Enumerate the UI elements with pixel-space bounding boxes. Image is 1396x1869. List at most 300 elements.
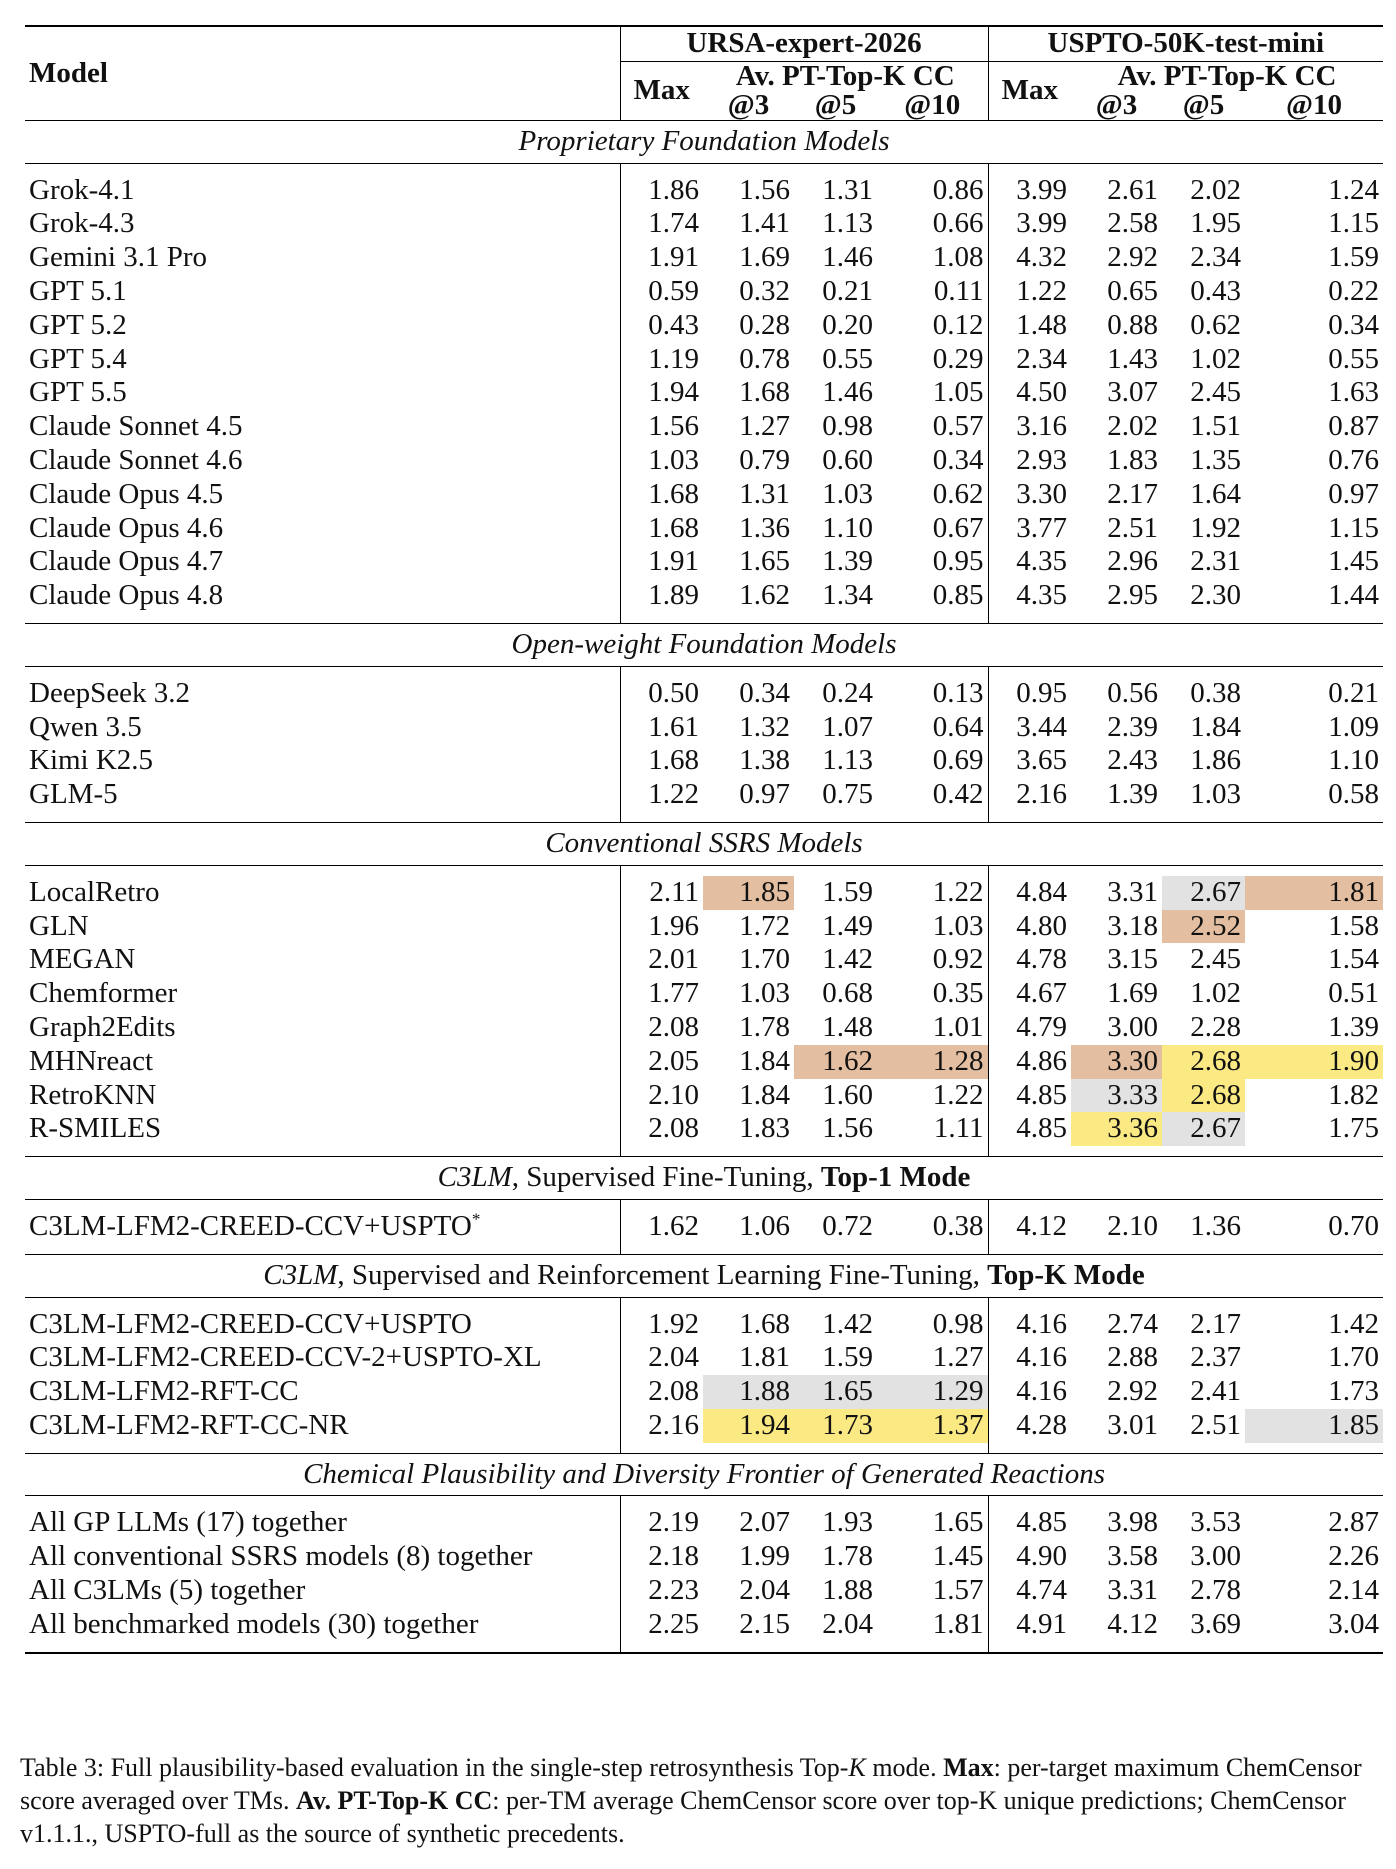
score-cell: 0.21	[822, 274, 873, 307]
score-cell: 1.70	[739, 943, 790, 976]
section-title	[25, 120, 1383, 163]
score-cell: 0.57	[932, 410, 984, 443]
spacer-row	[25, 666, 1383, 677]
model-column-header: Model	[25, 26, 620, 120]
section-header-row	[25, 822, 1383, 865]
model-name: GPT 5.5	[29, 376, 127, 409]
model-name: GPT 5.2	[29, 308, 127, 341]
score-cell: 4.84	[988, 876, 1071, 910]
model-name-cell	[25, 943, 620, 977]
model-name-cell	[25, 545, 620, 579]
score-cell: 1.43	[1107, 342, 1159, 375]
score-cell: 2.15	[739, 1607, 790, 1640]
score-cell: 2.04	[822, 1607, 873, 1640]
score-cell: 1.69	[739, 241, 790, 274]
score-cell: 0.86	[932, 173, 984, 206]
table-row	[25, 512, 1383, 546]
score-cell: 4.16	[988, 1341, 1071, 1375]
model-name: Graph2Edits	[29, 1010, 176, 1043]
score-cell: 1.35	[1190, 443, 1242, 476]
model-name: All conventional SSRS models (8) together	[29, 1540, 533, 1573]
score-cell: 0.98	[932, 1307, 984, 1340]
score-cell: 4.16	[988, 1308, 1071, 1342]
score-cell: 1.02	[1190, 342, 1242, 375]
score-cell: 1.95	[1190, 207, 1242, 240]
table-row	[25, 376, 1383, 410]
model-name-cell	[25, 744, 620, 778]
model-name-cell	[25, 478, 620, 512]
max-header-1: Max	[620, 61, 703, 120]
model-name: Claude Opus 4.8	[29, 579, 224, 612]
text-part: Open-weight Foundation Models	[511, 627, 897, 660]
footnote-marker: *	[471, 1209, 481, 1229]
model-name: Claude Opus 4.5	[29, 477, 224, 510]
score-cell: 1.03	[932, 909, 984, 942]
model-name: All C3LMs (5) together	[29, 1574, 306, 1607]
table-row	[25, 1308, 1383, 1342]
score-cell: 1.32	[739, 710, 790, 743]
score-cell: 1.02	[1190, 977, 1242, 1010]
score-cell: 1.37	[877, 1409, 988, 1443]
score-cell: 0.79	[739, 443, 790, 476]
score-cell: 2.58	[1107, 207, 1159, 240]
section-title	[25, 1254, 1383, 1297]
score-cell: 2.08	[620, 1112, 703, 1146]
model-name-cell	[25, 343, 620, 377]
spacer-row	[25, 1146, 1383, 1157]
score-cell: 1.62	[620, 1210, 703, 1244]
table-row	[25, 1540, 1383, 1574]
score-cell: 1.84	[1190, 710, 1242, 743]
score-cell: 1.70	[1328, 1341, 1380, 1374]
score-cell: 2.04	[739, 1574, 790, 1607]
score-cell: 1.73	[1328, 1375, 1380, 1408]
header-row-1	[25, 26, 1383, 61]
score-cell: 0.35	[932, 977, 984, 1010]
model-name: RetroKNN	[29, 1078, 157, 1111]
score-cell: 0.66	[932, 207, 984, 240]
score-cell: 1.57	[932, 1574, 984, 1607]
score-cell: 2.52	[1162, 910, 1245, 944]
text-part: Max	[943, 1753, 994, 1782]
model-name: Gemini 3.1 Pro	[29, 241, 208, 274]
score-cell: 4.91	[988, 1608, 1071, 1642]
score-cell: 1.68	[620, 744, 703, 778]
table-row	[25, 1506, 1383, 1540]
model-name: Qwen 3.5	[29, 710, 142, 743]
score-cell: 2.74	[1107, 1307, 1159, 1340]
score-cell: 0.97	[739, 778, 790, 811]
score-cell: 3.07	[1107, 376, 1159, 409]
score-cell: 2.92	[1107, 241, 1159, 274]
dataset2-header: USPTO-50K-test-mini	[988, 26, 1383, 61]
score-cell: 1.83	[1107, 443, 1159, 476]
score-cell: 1.36	[1190, 1209, 1242, 1242]
score-cell: 0.69	[932, 744, 984, 777]
k10-header-2: @10	[1245, 90, 1383, 121]
score-cell: 0.92	[932, 943, 984, 976]
table-row	[25, 1341, 1383, 1375]
model-name-cell	[25, 1506, 620, 1540]
model-name-cell	[25, 1375, 620, 1409]
model-name: C3LM-LFM2-CREED-CCV-2+USPTO-XL	[29, 1341, 542, 1374]
score-cell: 0.34	[739, 676, 790, 709]
score-cell: 1.27	[932, 1341, 984, 1374]
score-cell: 3.69	[1190, 1607, 1242, 1640]
spacer-row	[25, 812, 1383, 823]
table-row	[25, 1112, 1383, 1146]
score-cell: 1.78	[739, 1010, 790, 1043]
score-cell: 1.75	[1328, 1112, 1380, 1145]
score-cell: 3.30	[1071, 1045, 1162, 1079]
avg-header-2: Av. PT-Top-K CC	[1117, 59, 1337, 92]
section-title	[25, 623, 1383, 666]
score-cell: 1.83	[739, 1112, 790, 1145]
score-cell: 0.67	[932, 511, 984, 544]
model-name: GLN	[29, 909, 89, 942]
model-name: GLM-5	[29, 778, 118, 811]
model-name: Claude Opus 4.7	[29, 545, 224, 578]
score-cell: 2.23	[620, 1574, 703, 1608]
score-cell: 0.97	[1328, 477, 1380, 510]
score-cell: 2.68	[1162, 1045, 1245, 1079]
score-cell: 3.00	[1190, 1540, 1242, 1573]
score-cell: 0.58	[1328, 778, 1380, 811]
score-cell: 1.63	[1328, 376, 1380, 409]
table-row	[25, 444, 1383, 478]
score-cell: 0.13	[932, 676, 984, 709]
score-cell: 2.67	[1162, 1112, 1245, 1146]
score-cell: 0.87	[1328, 410, 1380, 443]
score-cell: 3.98	[1107, 1506, 1159, 1539]
score-cell: 0.64	[932, 710, 984, 743]
model-name: Kimi K2.5	[29, 744, 154, 777]
score-cell: 1.51	[1190, 410, 1242, 443]
table-row	[25, 876, 1383, 910]
model-name-cell	[25, 1112, 620, 1146]
table-row	[25, 711, 1383, 745]
score-cell: 2.17	[1107, 477, 1159, 510]
score-cell: 1.15	[1328, 207, 1380, 240]
k5-header-1: @5	[794, 90, 877, 121]
score-cell: 1.62	[739, 579, 790, 612]
score-cell: 2.39	[1107, 710, 1159, 743]
score-cell: 4.12	[1107, 1607, 1159, 1640]
table-row	[25, 943, 1383, 977]
section-header-row	[25, 1453, 1383, 1496]
model-name-cell	[25, 410, 620, 444]
score-cell: 4.67	[988, 977, 1071, 1011]
score-cell: 2.67	[1162, 876, 1245, 910]
text-part: Av. PT-Top-K CC	[296, 1786, 493, 1815]
k3-header-1: @3	[703, 90, 794, 121]
text-part: Conventional SSRS Models	[545, 826, 863, 859]
score-cell: 1.65	[932, 1506, 984, 1539]
score-cell: 2.51	[1107, 511, 1159, 544]
score-cell: 1.68	[739, 1307, 790, 1340]
score-cell: 2.16	[620, 1409, 703, 1443]
section-header-row	[25, 120, 1383, 163]
score-cell: 1.90	[1245, 1045, 1383, 1079]
score-cell: 4.85	[988, 1506, 1071, 1540]
model-name-cell	[25, 444, 620, 478]
score-cell: 3.53	[1190, 1506, 1242, 1539]
score-cell: 1.68	[739, 376, 790, 409]
score-cell: 1.07	[822, 710, 873, 743]
model-name: C3LM-LFM2-CREED-CCV+USPTO	[29, 1307, 472, 1340]
score-cell: 2.17	[1190, 1307, 1242, 1340]
score-cell: 4.12	[988, 1210, 1071, 1244]
section-title	[25, 1453, 1383, 1496]
score-cell: 2.08	[620, 1375, 703, 1409]
score-cell: 1.42	[1328, 1307, 1380, 1340]
spacer-row	[25, 1244, 1383, 1255]
score-cell: 2.02	[1190, 173, 1242, 206]
score-cell: 0.68	[822, 977, 873, 1010]
score-cell: 1.91	[620, 545, 703, 579]
model-name: All GP LLMs (17) together	[29, 1506, 347, 1539]
model-name-cell	[25, 207, 620, 241]
score-cell: 2.95	[1107, 579, 1159, 612]
score-cell: 2.19	[620, 1506, 703, 1540]
score-cell: 1.10	[1328, 744, 1380, 777]
spacer-row	[25, 1443, 1383, 1454]
model-name: C3LM-LFM2-CREED-CCV+USPTO	[29, 1209, 472, 1242]
score-cell: 0.76	[1328, 443, 1380, 476]
score-cell: 2.88	[1107, 1341, 1159, 1374]
model-name-cell	[25, 778, 620, 812]
section-header-row	[25, 1254, 1383, 1297]
score-cell: 2.04	[620, 1341, 703, 1375]
score-cell: 3.15	[1107, 943, 1159, 976]
score-cell: 1.68	[620, 478, 703, 512]
score-cell: 2.87	[1328, 1506, 1380, 1539]
score-cell: 0.55	[1328, 342, 1380, 375]
score-cell: 0.43	[1190, 274, 1242, 307]
score-cell: 1.03	[1190, 778, 1242, 811]
score-cell: 3.44	[988, 711, 1071, 745]
score-cell: 1.96	[620, 910, 703, 944]
score-cell: 1.09	[1328, 710, 1380, 743]
results-table	[25, 25, 1383, 1654]
score-cell: 2.61	[1107, 173, 1159, 206]
score-cell: 1.59	[1328, 241, 1380, 274]
score-cell: 2.14	[1328, 1574, 1380, 1607]
score-cell: 2.78	[1190, 1574, 1242, 1607]
score-cell: 4.32	[988, 241, 1071, 275]
score-cell: 4.28	[988, 1409, 1071, 1443]
score-cell: 1.82	[1328, 1078, 1380, 1111]
score-cell: 1.81	[1245, 876, 1383, 910]
spacer-row	[25, 613, 1383, 624]
score-cell: 2.93	[988, 444, 1071, 478]
table-row	[25, 343, 1383, 377]
model-name: Grok-4.3	[29, 207, 135, 240]
model-name-cell	[25, 376, 620, 410]
score-cell: 4.78	[988, 943, 1071, 977]
table-row	[25, 174, 1383, 208]
text-part: Chemical Plausibility and Diversity Frontier of Generated Reactions	[303, 1457, 1105, 1490]
model-name: All benchmarked models (30) together	[29, 1607, 479, 1640]
score-cell: 0.38	[932, 1209, 984, 1242]
model-name: C3LM-LFM2-RFT-CC-NR	[29, 1408, 349, 1441]
score-cell: 1.56	[620, 410, 703, 444]
score-cell: 1.73	[794, 1409, 877, 1443]
score-cell: 4.79	[988, 1011, 1071, 1045]
spacer-row	[25, 1199, 1383, 1210]
score-cell: 4.85	[988, 1079, 1071, 1113]
spacer-row	[25, 1496, 1383, 1507]
score-cell: 2.01	[620, 943, 703, 977]
model-name-cell	[25, 1308, 620, 1342]
score-cell: 1.19	[620, 343, 703, 377]
score-cell: 0.62	[1190, 308, 1242, 341]
spacer-row	[25, 163, 1383, 174]
score-cell: 0.95	[988, 677, 1071, 711]
score-cell: 1.93	[822, 1506, 873, 1539]
text-part: : per-target maximum ChemCensor score averaged over TMs.	[20, 1753, 1362, 1815]
score-cell: 1.42	[822, 1307, 873, 1340]
score-cell: 1.81	[932, 1607, 984, 1640]
score-cell: 2.30	[1190, 579, 1242, 612]
k5-header-2: @5	[1162, 90, 1245, 121]
score-cell: 0.75	[822, 778, 873, 811]
table-row	[25, 579, 1383, 613]
score-cell: 1.06	[739, 1209, 790, 1242]
k3-header-2: @3	[1071, 90, 1162, 121]
score-cell: 2.28	[1190, 1010, 1242, 1043]
score-cell: 0.32	[739, 274, 790, 307]
table-row	[25, 207, 1383, 241]
score-cell: 1.94	[620, 376, 703, 410]
score-cell: 2.11	[620, 876, 703, 910]
score-cell: 1.45	[1328, 545, 1380, 578]
score-cell: 0.20	[822, 308, 873, 341]
table-row	[25, 241, 1383, 275]
score-cell: 3.33	[1071, 1079, 1162, 1113]
score-cell: 2.10	[620, 1079, 703, 1113]
score-cell: 3.65	[988, 744, 1071, 778]
score-cell: 1.22	[932, 1078, 984, 1111]
max-header-2: Max	[988, 61, 1071, 120]
table-row	[25, 1375, 1383, 1409]
score-cell: 1.99	[739, 1540, 790, 1573]
score-cell: 2.45	[1190, 943, 1242, 976]
score-cell: 0.28	[739, 308, 790, 341]
model-name: R-SMILES	[29, 1112, 162, 1145]
score-cell: 1.88	[703, 1375, 794, 1409]
score-cell: 1.39	[822, 545, 873, 578]
table-row	[25, 744, 1383, 778]
score-cell: 0.59	[620, 275, 703, 309]
score-cell: 1.22	[988, 275, 1071, 309]
score-cell: 2.26	[1328, 1540, 1380, 1573]
score-cell: 1.85	[1245, 1409, 1383, 1443]
table-row	[25, 1079, 1383, 1113]
spacer-row	[25, 1642, 1383, 1653]
score-cell: 3.00	[1107, 1010, 1159, 1043]
score-cell: 2.16	[988, 778, 1071, 812]
model-name-cell	[25, 512, 620, 546]
score-cell: 1.05	[932, 376, 984, 409]
score-cell: 1.92	[1190, 511, 1242, 544]
table-row	[25, 410, 1383, 444]
score-cell: 1.29	[877, 1375, 988, 1409]
score-cell: 1.65	[794, 1375, 877, 1409]
k10-header-1: @10	[877, 90, 988, 121]
score-cell: 3.58	[1107, 1540, 1159, 1573]
text-part: C3LM	[437, 1161, 512, 1194]
score-cell: 0.43	[620, 309, 703, 343]
score-cell: 1.46	[822, 376, 873, 409]
score-cell: 1.31	[739, 477, 790, 510]
score-cell: 1.34	[822, 579, 873, 612]
score-cell: 1.60	[822, 1078, 873, 1111]
text-part: mode.	[865, 1753, 944, 1782]
avg-header-1: Av. PT-Top-K CC	[735, 59, 955, 92]
score-cell: 0.95	[932, 545, 984, 578]
score-cell: 1.22	[620, 778, 703, 812]
score-cell: 3.77	[988, 512, 1071, 546]
score-cell: 1.15	[1328, 511, 1380, 544]
score-cell: 0.51	[1328, 977, 1380, 1010]
score-cell: 1.81	[739, 1341, 790, 1374]
section-title	[25, 822, 1383, 865]
score-cell: 1.65	[739, 545, 790, 578]
score-cell: 1.01	[932, 1010, 984, 1043]
score-cell: 0.21	[1328, 676, 1380, 709]
section-header-row	[25, 1157, 1383, 1200]
score-cell: 0.85	[932, 579, 984, 612]
score-cell: 1.78	[822, 1540, 873, 1573]
model-name-cell	[25, 1409, 620, 1443]
score-cell: 1.64	[1190, 477, 1242, 510]
score-cell: 0.98	[822, 410, 873, 443]
table-row	[25, 910, 1383, 944]
table-row	[25, 1574, 1383, 1608]
model-name-cell	[25, 1540, 620, 1574]
model-name-cell	[25, 174, 620, 208]
section-title	[25, 1157, 1383, 1200]
text-part: Table 3: Full plausibility-based evaluation in the single-step retrosynthesis Top-	[20, 1753, 849, 1782]
score-cell: 1.56	[822, 1112, 873, 1145]
score-cell: 1.03	[620, 444, 703, 478]
model-name-cell	[25, 275, 620, 309]
table-row	[25, 309, 1383, 343]
dataset1-header: URSA-expert-2026	[620, 26, 988, 61]
score-cell: 1.86	[620, 174, 703, 208]
score-cell: 3.31	[1107, 875, 1159, 908]
score-cell: 2.37	[1190, 1341, 1242, 1374]
score-cell: 1.46	[822, 241, 873, 274]
model-name: Grok-4.1	[29, 173, 135, 206]
score-cell: 2.92	[1107, 1375, 1159, 1408]
score-cell: 1.49	[822, 909, 873, 942]
score-cell: 0.56	[1107, 676, 1159, 709]
text-part: C3LM	[263, 1258, 338, 1291]
model-name-cell	[25, 1341, 620, 1375]
model-name: Claude Sonnet 4.5	[29, 410, 243, 443]
score-cell: 3.04	[1328, 1607, 1380, 1640]
model-name: DeepSeek 3.2	[29, 676, 191, 709]
score-cell: 1.94	[703, 1409, 794, 1443]
score-cell: 4.16	[988, 1375, 1071, 1409]
table-row	[25, 1608, 1383, 1642]
model-name: MEGAN	[29, 943, 136, 976]
table-body	[25, 120, 1383, 1652]
score-cell: 0.50	[620, 677, 703, 711]
score-cell: 4.35	[988, 545, 1071, 579]
